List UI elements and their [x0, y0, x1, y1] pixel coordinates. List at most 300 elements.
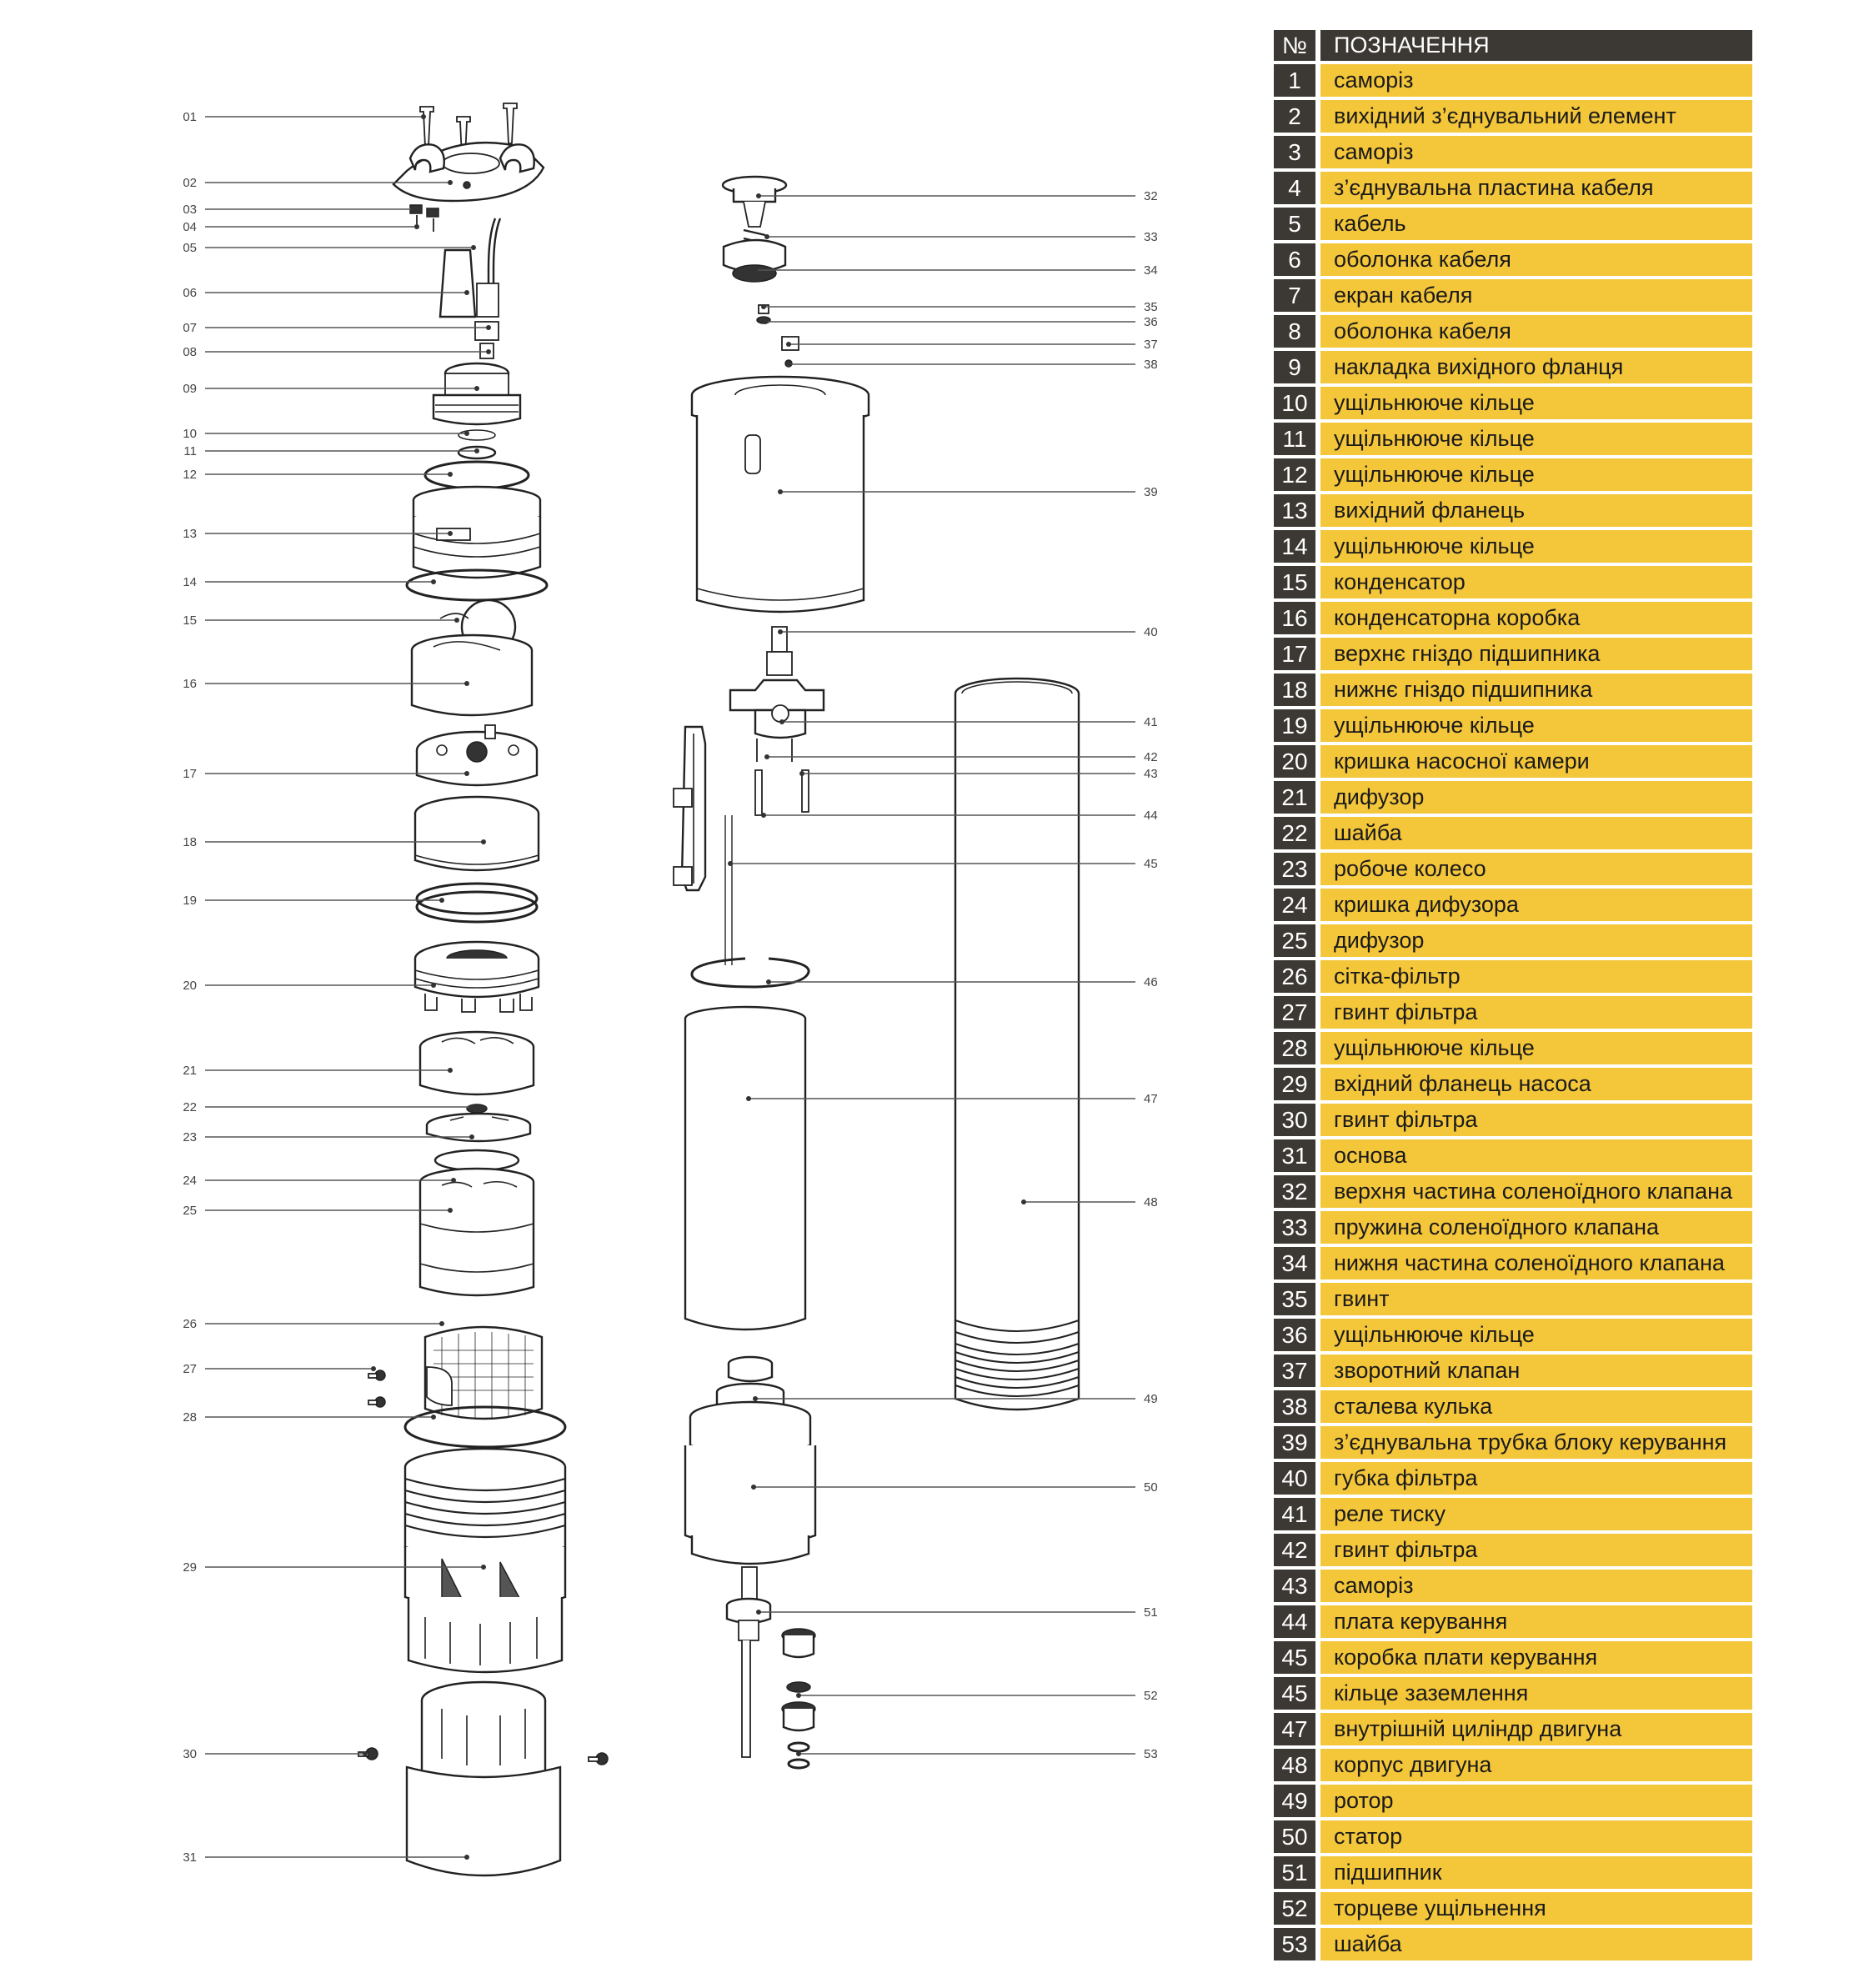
- legend-number: 15: [1274, 566, 1315, 598]
- part-52-mechanical-seal: [782, 1629, 815, 1730]
- part-10-ring: [458, 430, 495, 440]
- legend-number: 53: [1274, 1928, 1315, 1960]
- callout-21-dot: [448, 1068, 453, 1073]
- legend-number: 48: [1274, 1749, 1315, 1781]
- callout-17-dot: [464, 771, 469, 776]
- legend-row: [1274, 1283, 1752, 1315]
- legend-number: 32: [1274, 1175, 1315, 1208]
- legend-row: [1274, 423, 1752, 455]
- legend-label: пружина соленоїдного клапана: [1320, 1211, 1752, 1244]
- legend-number: 13: [1274, 494, 1315, 527]
- part-37-38-check-valve: [782, 337, 799, 367]
- callout-01: 01: [183, 110, 197, 124]
- legend-header-label: ПОЗНАЧЕННЯ: [1320, 30, 1752, 61]
- callout-39: 39: [1144, 485, 1158, 499]
- legend-label: кільце заземлення: [1320, 1677, 1752, 1710]
- legend-row: [1274, 1139, 1752, 1172]
- part-42-43-screws: [755, 739, 809, 815]
- legend-label: ущільнююче кільце: [1320, 1032, 1752, 1064]
- legend-number: 1: [1274, 64, 1315, 97]
- legend-number: 38: [1274, 1390, 1315, 1423]
- callout-20-dot: [431, 983, 436, 988]
- part-19-ring: [417, 884, 537, 922]
- legend-label: нижнє гніздо підшипника: [1320, 674, 1752, 706]
- legend-label: гвинт: [1320, 1283, 1752, 1315]
- legend-row: [1274, 1390, 1752, 1423]
- part-26-filter-mesh: [425, 1327, 542, 1419]
- callout-08-dot: [486, 349, 491, 354]
- part-47-inner-cylinder: [685, 1007, 805, 1330]
- legend-row: [1274, 1032, 1752, 1064]
- legend-row: [1274, 1462, 1752, 1495]
- legend-row: [1274, 172, 1752, 204]
- legend-number: 5: [1274, 208, 1315, 240]
- callout-42-dot: [764, 754, 769, 759]
- legend-label: ротор: [1320, 1785, 1752, 1817]
- legend-label: кришка насосної камери: [1320, 745, 1752, 778]
- callout-12-dot: [448, 472, 453, 477]
- legend-number: 27: [1274, 996, 1315, 1029]
- callout-42: 42: [1144, 750, 1158, 764]
- callout-20: 20: [183, 979, 197, 993]
- legend-number: 45: [1274, 1677, 1315, 1710]
- legend-row: [1274, 530, 1752, 563]
- legend-row: [1274, 638, 1752, 670]
- callout-34: 34: [1144, 263, 1158, 278]
- callout-30: 30: [183, 1747, 197, 1761]
- legend-row: [1274, 781, 1752, 814]
- legend-row: [1274, 458, 1752, 491]
- legend-header-row: [1274, 30, 1752, 61]
- legend-row: [1274, 100, 1752, 133]
- legend-label: вхідний фланець насоса: [1320, 1068, 1752, 1100]
- callout-13: 13: [183, 527, 197, 541]
- legend-row: [1274, 1820, 1752, 1853]
- callout-06-dot: [464, 290, 469, 295]
- legend-label: статор: [1320, 1820, 1752, 1853]
- legend-number: 34: [1274, 1247, 1315, 1279]
- legend-label: ущільнююче кільце: [1320, 530, 1752, 563]
- legend-row: [1274, 1534, 1752, 1566]
- legend-row: [1274, 709, 1752, 742]
- callout-45: 45: [1144, 857, 1158, 871]
- part-32-34-solenoid-valve: [723, 177, 786, 282]
- callout-28-dot: [431, 1415, 436, 1420]
- legend-row: [1274, 351, 1752, 383]
- legend-row: [1274, 924, 1752, 957]
- legend-label: корпус двигуна: [1320, 1749, 1752, 1781]
- legend-row: [1274, 1856, 1752, 1889]
- part-09-flange-cover: [433, 363, 520, 424]
- callout-37: 37: [1144, 338, 1158, 352]
- callout-46: 46: [1144, 975, 1158, 989]
- legend-label: конденсатор: [1320, 566, 1752, 598]
- legend-label: ущільнююче кільце: [1320, 423, 1752, 455]
- callout-26: 26: [183, 1317, 197, 1331]
- legend-row: [1274, 494, 1752, 527]
- legend-row: [1274, 64, 1752, 97]
- legend-number: 6: [1274, 243, 1315, 276]
- legend-row: [1274, 1247, 1752, 1279]
- callout-44: 44: [1144, 809, 1158, 823]
- callout-48: 48: [1144, 1195, 1158, 1209]
- callout-36: 36: [1144, 315, 1158, 329]
- callout-01-dot: [421, 114, 426, 119]
- callout-40-dot: [778, 629, 783, 634]
- legend-number: 30: [1274, 1104, 1315, 1136]
- callout-34-dot: [753, 268, 758, 273]
- legend-number: 9: [1274, 351, 1315, 383]
- callout-05: 05: [183, 241, 197, 255]
- legend-number: 44: [1274, 1605, 1315, 1638]
- legend-row: [1274, 996, 1752, 1029]
- callout-33-dot: [764, 234, 769, 239]
- legend-row: [1274, 817, 1752, 849]
- part-49-50-rotor-stator: [685, 1357, 815, 1600]
- legend-label: плата керування: [1320, 1605, 1752, 1638]
- legend-number: 45: [1274, 1641, 1315, 1674]
- callout-17: 17: [183, 767, 197, 781]
- legend-number: 28: [1274, 1032, 1315, 1064]
- legend-row: [1274, 1928, 1752, 1960]
- legend-row: [1274, 602, 1752, 634]
- callout-21: 21: [183, 1064, 197, 1078]
- part-02-outlet-connector: [393, 143, 544, 201]
- legend-number: 8: [1274, 315, 1315, 348]
- legend-row: [1274, 566, 1752, 598]
- legend-label: вихідний з’єднувальний елемент: [1320, 100, 1752, 133]
- callout-32: 32: [1144, 189, 1158, 203]
- legend-label: гвинт фільтра: [1320, 1104, 1752, 1136]
- callout-47: 47: [1144, 1092, 1158, 1106]
- part-21-diffuser: [420, 1032, 534, 1094]
- callout-26-dot: [439, 1321, 444, 1326]
- legend-label: дифузор: [1320, 781, 1752, 814]
- part-06-cable-sheath: [440, 250, 475, 317]
- callout-46-dot: [766, 979, 771, 984]
- callout-16-dot: [464, 681, 469, 686]
- legend-number: 10: [1274, 387, 1315, 419]
- part-44-45-control-board: [674, 727, 732, 965]
- callout-39-dot: [778, 489, 783, 494]
- legend-number: 16: [1274, 602, 1315, 634]
- callout-11-dot: [474, 448, 479, 453]
- callout-05-dot: [471, 245, 476, 250]
- legend-number: 21: [1274, 781, 1315, 814]
- legend-number: 22: [1274, 817, 1315, 849]
- callout-04: 04: [183, 220, 197, 234]
- legend-label: губка фільтра: [1320, 1462, 1752, 1495]
- callout-24-dot: [451, 1178, 456, 1183]
- legend-number: 23: [1274, 853, 1315, 885]
- callout-51-dot: [756, 1610, 761, 1615]
- legend-row: [1274, 136, 1752, 168]
- legend-row: [1274, 674, 1752, 706]
- legend-row: [1274, 1892, 1752, 1925]
- callout-07-dot: [486, 325, 491, 330]
- legend-label: з’єднувальна пластина кабеля: [1320, 172, 1752, 204]
- legend-row: [1274, 889, 1752, 921]
- callout-43: 43: [1144, 767, 1158, 781]
- callout-07: 07: [183, 321, 197, 335]
- part-07-08-cable-screen: [475, 283, 499, 358]
- callout-35-dot: [761, 304, 766, 309]
- legend-label: кришка дифузора: [1320, 889, 1752, 921]
- part-29-inlet-flange: [405, 1449, 565, 1672]
- callout-41: 41: [1144, 715, 1158, 729]
- legend-number: 24: [1274, 889, 1315, 921]
- legend-number: 3: [1274, 136, 1315, 168]
- legend-label: торцеве ущільнення: [1320, 1892, 1752, 1925]
- legend-row: [1274, 1749, 1752, 1781]
- callout-37-dot: [786, 342, 791, 347]
- callout-03: 03: [183, 203, 197, 217]
- legend-number: 11: [1274, 423, 1315, 455]
- callout-44-dot: [761, 813, 766, 818]
- legend-row: [1274, 315, 1752, 348]
- callout-23-dot: [469, 1134, 474, 1139]
- legend-number: 4: [1274, 172, 1315, 204]
- legend-number: 2: [1274, 100, 1315, 133]
- callout-09-dot: [474, 386, 479, 391]
- legend-number: 7: [1274, 279, 1315, 312]
- callout-53-dot: [796, 1751, 801, 1756]
- callout-11: 11: [183, 444, 197, 458]
- callout-48-dot: [1021, 1199, 1026, 1204]
- callout-10-dot: [464, 431, 469, 436]
- legend-row: [1274, 279, 1752, 312]
- legend-number: 29: [1274, 1068, 1315, 1100]
- callout-52: 52: [1144, 1689, 1158, 1703]
- callout-28: 28: [183, 1410, 197, 1425]
- part-13-outlet-flange: [413, 487, 540, 578]
- legend-number: 14: [1274, 530, 1315, 563]
- legend-number: 40: [1274, 1462, 1315, 1495]
- legend-label: верхнє гніздо підшипника: [1320, 638, 1752, 670]
- legend-label: нижня частина соленоїдного клапана: [1320, 1247, 1752, 1279]
- legend-label: кабель: [1320, 208, 1752, 240]
- parts-legend-table: [1274, 30, 1752, 1964]
- legend-number: 49: [1274, 1785, 1315, 1817]
- callout-53: 53: [1144, 1747, 1158, 1761]
- callout-06: 06: [183, 286, 197, 300]
- callout-18: 18: [183, 835, 197, 849]
- callout-22: 22: [183, 1100, 197, 1114]
- callout-30-dot: [363, 1751, 368, 1756]
- legend-row: [1274, 1426, 1752, 1459]
- callout-10: 10: [183, 427, 197, 441]
- legend-number: 25: [1274, 924, 1315, 957]
- legend-row: [1274, 853, 1752, 885]
- legend-label: накладка вихідного фланця: [1320, 351, 1752, 383]
- callout-45-dot: [728, 861, 733, 866]
- callout-52-dot: [796, 1693, 801, 1698]
- legend-label: вихідний фланець: [1320, 494, 1752, 527]
- part-16-capacitor-box: [412, 635, 532, 715]
- callout-49: 49: [1144, 1392, 1158, 1406]
- callout-33: 33: [1144, 230, 1158, 244]
- legend-label: сталева кулька: [1320, 1390, 1752, 1423]
- part-20-pump-chamber-cover: [415, 942, 539, 1012]
- legend-number: 37: [1274, 1355, 1315, 1387]
- callout-02-dot: [448, 180, 453, 185]
- callout-18-dot: [481, 839, 486, 844]
- callout-08: 08: [183, 345, 197, 359]
- callout-27-dot: [371, 1366, 376, 1371]
- callout-19-dot: [439, 898, 444, 903]
- callout-29: 29: [183, 1560, 197, 1575]
- legend-number: 42: [1274, 1534, 1315, 1566]
- legend-label: саморіз: [1320, 1570, 1752, 1602]
- legend-label: основа: [1320, 1139, 1752, 1172]
- part-48-motor-housing: [955, 679, 1079, 1410]
- part-12-ring: [425, 462, 529, 488]
- legend-number: 35: [1274, 1283, 1315, 1315]
- callout-03-dot: [411, 207, 416, 212]
- legend-row: [1274, 1785, 1752, 1817]
- legend-number: 47: [1274, 1713, 1315, 1745]
- callout-40: 40: [1144, 625, 1158, 639]
- legend-number: 51: [1274, 1856, 1315, 1889]
- legend-number: 39: [1274, 1426, 1315, 1459]
- part-40-41-pressure-switch: [730, 627, 824, 738]
- legend-label: дифузор: [1320, 924, 1752, 957]
- legend-label: конденсаторна коробка: [1320, 602, 1752, 634]
- part-17-upper-bearing-seat: [417, 725, 537, 785]
- legend-row: [1274, 960, 1752, 993]
- callout-31: 31: [183, 1850, 197, 1865]
- legend-row: [1274, 1641, 1752, 1674]
- callout-04-dot: [414, 224, 419, 229]
- callout-32-dot: [756, 193, 761, 198]
- legend-label: гвинт фільтра: [1320, 1534, 1752, 1566]
- legend-number: 50: [1274, 1820, 1315, 1853]
- legend-label: зворотний клапан: [1320, 1355, 1752, 1387]
- callout-12: 12: [183, 468, 197, 482]
- callout-22-dot: [469, 1104, 474, 1109]
- legend-label: саморіз: [1320, 136, 1752, 168]
- legend-row: [1274, 1211, 1752, 1244]
- legend-label: реле тиску: [1320, 1498, 1752, 1530]
- callout-19: 19: [183, 894, 197, 908]
- callout-49-dot: [753, 1396, 758, 1401]
- part-27-screws: [368, 1370, 385, 1407]
- legend-row: [1274, 1319, 1752, 1351]
- callout-35: 35: [1144, 300, 1158, 314]
- legend-row: [1274, 1355, 1752, 1387]
- callout-27: 27: [183, 1362, 197, 1376]
- part-22-23-impeller: [427, 1104, 530, 1141]
- legend-label: гвинт фільтра: [1320, 996, 1752, 1029]
- callout-51: 51: [1144, 1605, 1158, 1620]
- callout-43-dot: [799, 771, 804, 776]
- legend-row: [1274, 208, 1752, 240]
- legend-label: оболонка кабеля: [1320, 243, 1752, 276]
- legend-number: 19: [1274, 709, 1315, 742]
- legend-number: 43: [1274, 1570, 1315, 1602]
- legend-row: [1274, 1713, 1752, 1745]
- legend-row: [1274, 745, 1752, 778]
- legend-header-number: №: [1274, 30, 1315, 61]
- legend-number: 18: [1274, 674, 1315, 706]
- legend-row: [1274, 1677, 1752, 1710]
- legend-row: [1274, 1104, 1752, 1136]
- legend-row: [1274, 1498, 1752, 1530]
- legend-label: ущільнююче кільце: [1320, 387, 1752, 419]
- callout-15: 15: [183, 613, 197, 628]
- legend-row: [1274, 1068, 1752, 1100]
- legend-label: підшипник: [1320, 1856, 1752, 1889]
- legend-number: 33: [1274, 1211, 1315, 1244]
- part-51-bearing-shaft: [727, 1599, 770, 1757]
- callout-09: 09: [183, 382, 197, 396]
- callout-38-dot: [786, 362, 791, 367]
- legend-label: верхня частина соленоїдного клапана: [1320, 1175, 1752, 1208]
- legend-rows: [1274, 64, 1752, 1960]
- legend-number: 41: [1274, 1498, 1315, 1530]
- legend-label: оболонка кабеля: [1320, 315, 1752, 348]
- legend-label: екран кабеля: [1320, 279, 1752, 312]
- legend-number: 52: [1274, 1892, 1315, 1925]
- legend-label: шайба: [1320, 1928, 1752, 1960]
- callout-25: 25: [183, 1204, 197, 1218]
- callout-38: 38: [1144, 358, 1158, 372]
- callout-14-dot: [431, 579, 436, 584]
- callout-15-dot: [454, 618, 459, 623]
- callout-47-dot: [746, 1096, 751, 1101]
- callout-24: 24: [183, 1174, 197, 1188]
- callout-31-dot: [464, 1855, 469, 1860]
- callout-25-dot: [448, 1208, 453, 1213]
- callout-13-dot: [448, 531, 453, 536]
- legend-row: [1274, 243, 1752, 276]
- part-46-ground-ring: [692, 959, 809, 987]
- callout-16: 16: [183, 677, 197, 691]
- callout-14: 14: [183, 575, 197, 589]
- legend-label: сітка-фільтр: [1320, 960, 1752, 993]
- legend-number: 12: [1274, 458, 1315, 491]
- callout-36-dot: [763, 319, 768, 324]
- legend-number: 17: [1274, 638, 1315, 670]
- callout-02: 02: [183, 176, 197, 190]
- legend-label: коробка плати керування: [1320, 1641, 1752, 1674]
- legend-row: [1274, 387, 1752, 419]
- legend-row: [1274, 1175, 1752, 1208]
- legend-label: внутрішній циліндр двигуна: [1320, 1713, 1752, 1745]
- legend-label: ущільнююче кільце: [1320, 709, 1752, 742]
- legend-row: [1274, 1570, 1752, 1602]
- legend-number: 26: [1274, 960, 1315, 993]
- legend-label: ущільнююче кільце: [1320, 1319, 1752, 1351]
- legend-label: з’єднувальна трубка блоку керування: [1320, 1426, 1752, 1459]
- legend-number: 31: [1274, 1139, 1315, 1172]
- legend-number: 20: [1274, 745, 1315, 778]
- part-24-25-diffuser-stack: [420, 1150, 534, 1295]
- part-31-base: [407, 1682, 560, 1875]
- part-18-lower-bearing-seat: [415, 797, 539, 870]
- callout-50: 50: [1144, 1480, 1158, 1495]
- legend-label: саморіз: [1320, 64, 1752, 97]
- legend-number: 36: [1274, 1319, 1315, 1351]
- legend-label: робоче колесо: [1320, 853, 1752, 885]
- callout-41-dot: [779, 719, 784, 724]
- callout-50-dot: [751, 1485, 756, 1490]
- callout-29-dot: [481, 1565, 486, 1570]
- legend-label: шайба: [1320, 817, 1752, 849]
- legend-row: [1274, 1605, 1752, 1638]
- legend-label: ущільнююче кільце: [1320, 458, 1752, 491]
- callout-23: 23: [183, 1130, 197, 1144]
